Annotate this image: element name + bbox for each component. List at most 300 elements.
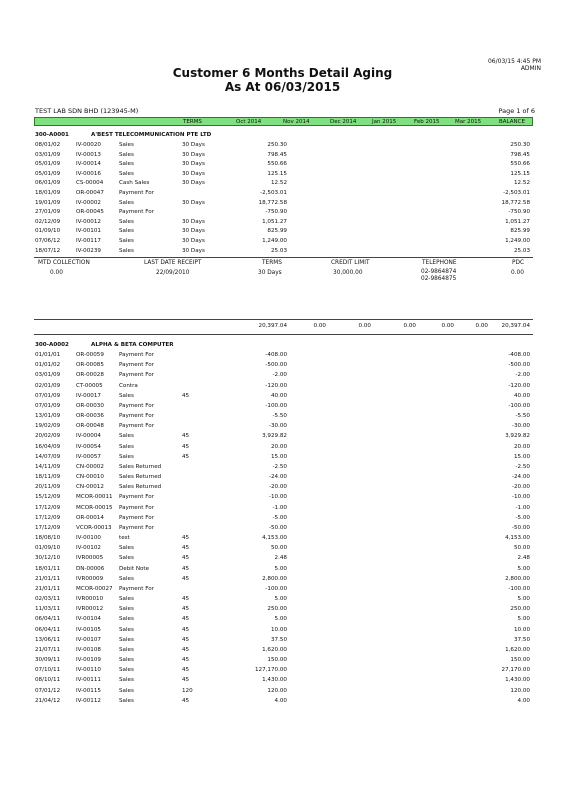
customer-name: A'BEST TELECOMMUNICATION PTE LTD [91, 132, 212, 138]
cell-oct: -2.50 [272, 463, 287, 470]
telephone-label: TELEPHONE [422, 260, 457, 266]
table-row [0, 179, 565, 188]
cell-description: Payment For [119, 423, 155, 430]
cell-balance: 2,800.00 [505, 575, 530, 582]
cell-oct: 4,153.00 [262, 535, 287, 542]
cell-balance: -24.00 [511, 474, 530, 481]
cell-description: Sales [119, 443, 134, 450]
report-subtitle: As At 06/03/2015 [224, 80, 341, 94]
cell-balance: -100.00 [508, 585, 530, 592]
cell-balance: -5.50 [515, 413, 530, 420]
cell-date: 17/12/09 [35, 524, 61, 531]
cell-doc-no: IV-00105 [76, 626, 101, 633]
cell-balance: 37.50 [513, 636, 530, 643]
table-row [0, 218, 565, 227]
cell-doc-no: IV-00117 [76, 238, 101, 244]
table-row [0, 676, 565, 685]
cell-doc-no: MCOR-00027 [76, 585, 113, 592]
col-balance: BALANCE [499, 119, 525, 125]
cell-terms: 45 [182, 545, 190, 552]
customer-header [35, 341, 530, 350]
cell-balance: 15.00 [513, 453, 530, 460]
cell-oct: 250.30 [267, 142, 287, 148]
cell-date: 02/12/09 [35, 218, 61, 225]
cell-balance: 12.52 [513, 180, 530, 187]
col-feb: Feb 2015 [414, 119, 440, 125]
cell-description: Sales [119, 555, 134, 562]
table-row [0, 697, 565, 706]
cell-oct: 3,929.82 [262, 433, 287, 440]
cell-doc-no: IV-00109 [76, 657, 101, 664]
cell-date: 06/01/09 [35, 180, 61, 187]
table-row [0, 646, 565, 655]
cell-description: test [119, 535, 130, 542]
cell-doc-no: IVR00010 [76, 596, 104, 603]
cell-terms: 45 [182, 616, 190, 623]
cell-date: 30/12/10 [35, 555, 61, 562]
cell-oct: -1.00 [272, 504, 287, 511]
cell-date: 27/01/09 [35, 209, 61, 216]
table-row [0, 151, 565, 160]
cell-doc-no: OR-00036 [76, 413, 104, 420]
cell-oct: 37.50 [270, 636, 287, 643]
table-row [0, 514, 565, 523]
cell-date: 01/09/10 [35, 228, 61, 235]
cell-date: 05/01/09 [35, 161, 61, 168]
cell-doc-no: IV-00110 [76, 667, 101, 674]
table-row [0, 208, 565, 217]
cell-description: Payment For [119, 413, 155, 420]
cell-doc-no: IV-00112 [76, 697, 101, 704]
table-row [0, 392, 565, 401]
table-row [0, 432, 565, 441]
cell-date: 05/01/09 [35, 170, 61, 177]
cell-oct: 5.00 [274, 596, 287, 603]
cell-balance: -408.00 [508, 352, 530, 358]
cell-oct: -5.00 [272, 514, 287, 521]
cell-balance: 5.00 [517, 596, 530, 603]
mtd-label: MTD COLLECTION [38, 260, 90, 266]
cell-balance: 250.30 [510, 142, 530, 148]
cell-oct: -100.00 [265, 585, 287, 592]
cell-doc-no: IVR00012 [76, 606, 104, 613]
cell-terms: 30 Days [182, 238, 205, 244]
cell-balance: 1,430.00 [505, 677, 530, 684]
cell-balance: 550.66 [510, 161, 530, 168]
customer-summary [34, 260, 533, 284]
cell-date: 20/02/09 [35, 433, 61, 440]
cell-oct: 2,800.00 [262, 575, 287, 582]
company-name: TEST LAB SDN BHD (123945-M) [35, 107, 139, 115]
cell-oct: 5.00 [274, 616, 287, 623]
cell-oct: 1,249.00 [262, 238, 287, 244]
cell-doc-no: IV-00111 [76, 677, 101, 684]
cell-terms: 120 [182, 687, 193, 694]
table-row [0, 524, 565, 533]
cell-terms: 45 [182, 697, 190, 704]
cell-description: Payment For [119, 494, 155, 501]
table-row [0, 422, 565, 431]
cell-terms: 30 Days [182, 180, 205, 187]
mtd-value: 0.00 [50, 270, 63, 276]
cell-terms: 45 [182, 453, 190, 460]
cell-doc-no: IV-00057 [76, 453, 101, 460]
cell-balance: -120.00 [508, 382, 530, 389]
col-jan: Jan 2015 [372, 119, 397, 125]
cell-terms: 45 [182, 636, 190, 643]
cell-date: 16/04/09 [35, 443, 61, 450]
cell-balance: -2.00 [515, 372, 530, 379]
total-mar: 0.00 [475, 323, 488, 329]
cell-date: 08/01/02 [35, 142, 61, 148]
cell-description: Cash Sales [119, 180, 150, 187]
table-row [0, 247, 565, 256]
cell-date: 07/10/11 [35, 667, 61, 674]
table-row [0, 473, 565, 482]
cell-date: 03/01/09 [35, 151, 61, 158]
cell-balance: -500.00 [508, 362, 530, 369]
cell-balance: -2.50 [515, 463, 530, 470]
table-row [0, 615, 565, 624]
total-feb: 0.00 [441, 323, 454, 329]
cell-balance: -10.00 [511, 494, 530, 501]
cell-description: Payment For [119, 209, 155, 216]
cell-date: 19/01/09 [35, 199, 61, 206]
cell-balance: -750.90 [508, 209, 530, 216]
cell-doc-no: IV-00102 [76, 545, 101, 552]
cell-description: Debit Note [119, 565, 150, 572]
cell-date: 18/07/12 [35, 247, 61, 254]
cell-doc-no: IV-00104 [76, 616, 101, 623]
cell-doc-no: IV-00239 [76, 247, 101, 254]
cell-date: 21/01/11 [35, 585, 61, 592]
cell-oct: 120.00 [267, 687, 287, 694]
cell-doc-no: IV-00108 [76, 646, 101, 653]
cell-date: 21/04/12 [35, 697, 61, 704]
cell-description: Sales [119, 161, 134, 168]
total-nov: 0.00 [313, 323, 326, 329]
cell-date: 06/04/11 [35, 626, 61, 633]
cell-doc-no: OR-00028 [76, 372, 104, 379]
customer-code: 300-A0001 [35, 132, 69, 138]
cell-description: Sales [119, 142, 134, 148]
cell-description: Contra [119, 382, 138, 389]
cell-description: Sales [119, 453, 134, 460]
cell-oct: 825.99 [267, 228, 287, 235]
cell-description: Payment For [119, 362, 155, 369]
cell-description: Sales [119, 667, 134, 674]
company-row [35, 107, 535, 116]
table-row [0, 493, 565, 502]
cell-description: Sales [119, 697, 134, 704]
table-row [0, 227, 565, 236]
cell-terms: 45 [182, 677, 190, 684]
cell-oct: 1,051.27 [262, 218, 287, 225]
cell-terms: 30 Days [182, 142, 205, 148]
cell-description: Sales [119, 626, 134, 633]
cell-balance: -20.00 [511, 484, 530, 491]
cell-terms: 30 Days [182, 151, 205, 158]
cell-terms: 30 Days [182, 228, 205, 235]
cell-oct: 20.00 [270, 443, 287, 450]
cell-doc-no: IV-00107 [76, 636, 101, 643]
terms-value: 30 Days [258, 270, 282, 276]
cell-description: Sales [119, 575, 134, 582]
cell-terms: 45 [182, 657, 190, 664]
cell-description: Sales [119, 218, 134, 225]
cell-description: Sales [119, 199, 134, 206]
cell-terms: 45 [182, 443, 190, 450]
cell-doc-no: OR-00030 [76, 402, 104, 409]
cell-date: 06/04/11 [35, 616, 61, 623]
cell-description: Sales [119, 646, 134, 653]
cell-description: Payment For [119, 402, 155, 409]
cell-balance: 10.00 [513, 626, 530, 633]
last-receipt-label: LAST DATE RECEIPT [144, 260, 202, 266]
cell-doc-no: CT-00005 [76, 382, 103, 389]
cell-balance: 5.00 [517, 565, 530, 572]
cell-terms: 45 [182, 575, 190, 582]
cell-date: 08/10/11 [35, 677, 61, 684]
cell-balance: -50.00 [511, 524, 530, 531]
cell-oct: -408.00 [265, 352, 287, 358]
cell-doc-no: IVR00009 [76, 575, 104, 582]
cell-date: 13/01/09 [35, 413, 61, 420]
cell-date: 30/09/11 [35, 657, 61, 664]
cell-date: 13/06/11 [35, 636, 61, 643]
table-row [0, 453, 565, 462]
cell-doc-no: OR-00045 [76, 209, 104, 216]
cell-date: 18/08/10 [35, 535, 61, 542]
table-row [0, 575, 565, 584]
cell-balance: -1.00 [515, 504, 530, 511]
cell-oct: 15.00 [270, 453, 287, 460]
cell-oct: -100.00 [265, 402, 287, 409]
total-oct: 20,397.04 [258, 323, 287, 329]
cell-doc-no: CS-00004 [76, 180, 104, 187]
cell-oct: -10.00 [268, 494, 287, 501]
cell-doc-no: OR-00048 [76, 423, 104, 430]
cell-terms: 45 [182, 433, 190, 440]
cell-description: Sales [119, 677, 134, 684]
cell-date: 01/09/10 [35, 545, 61, 552]
cell-terms: 30 Days [182, 161, 205, 168]
cell-doc-no: IV-00017 [76, 392, 101, 399]
column-header-bar [34, 117, 533, 126]
cell-date: 17/12/09 [35, 514, 61, 521]
cell-doc-no: IV-00012 [76, 218, 101, 225]
cell-balance: 3,929.82 [505, 433, 530, 440]
cell-terms: 30 Days [182, 218, 205, 225]
cell-terms: 30 Days [182, 247, 205, 254]
cell-balance: 250.00 [510, 606, 530, 613]
table-row [0, 687, 565, 696]
totals-bottom-line [34, 334, 533, 335]
cell-description: Payment For [119, 585, 155, 592]
cell-description: Sales [119, 545, 134, 552]
table-row [0, 199, 565, 208]
cell-oct: 25.03 [270, 247, 287, 254]
cell-doc-no: OR-00014 [76, 514, 104, 521]
table-row [0, 189, 565, 198]
cell-date: 07/01/09 [35, 392, 61, 399]
cell-date: 21/07/11 [35, 646, 61, 653]
cell-balance: 40.00 [513, 392, 530, 399]
table-row [0, 412, 565, 421]
cell-description: Sales [119, 392, 134, 399]
cell-terms: 45 [182, 626, 190, 633]
cell-oct: 150.00 [267, 657, 287, 664]
table-row [0, 554, 565, 563]
table-row [0, 656, 565, 665]
credit-limit-value: 30,000.00 [333, 270, 363, 276]
table-row [0, 666, 565, 675]
cell-oct: 18,772.58 [258, 199, 287, 206]
table-row [0, 595, 565, 604]
cell-doc-no: IV-00054 [76, 443, 101, 450]
cell-date: 01/01/02 [35, 362, 61, 369]
cell-oct: 4.00 [274, 697, 287, 704]
cell-date: 07/01/09 [35, 402, 61, 409]
cell-doc-no: MCOR-00011 [76, 494, 113, 501]
cell-date: 18/01/11 [35, 565, 61, 572]
cell-doc-no: IV-00101 [76, 228, 101, 235]
table-row [0, 504, 565, 513]
cell-description: Sales Returned [119, 484, 162, 491]
cell-date: 14/11/09 [35, 463, 61, 470]
cell-terms: 45 [182, 392, 190, 399]
total-balance: 20,397.04 [501, 323, 530, 329]
cell-doc-no: IV-00014 [76, 161, 101, 168]
cell-oct: 5.00 [274, 565, 287, 572]
table-row [0, 605, 565, 614]
cell-balance: 50.00 [513, 545, 530, 552]
cell-terms: 30 Days [182, 170, 205, 177]
cell-description: Payment For [119, 524, 155, 531]
cell-balance: 20.00 [513, 443, 530, 450]
table-row [0, 382, 565, 391]
table-row [0, 483, 565, 492]
cell-oct: 10.00 [270, 626, 287, 633]
cell-description: Sales [119, 596, 134, 603]
cell-balance: 25.03 [513, 247, 530, 254]
cell-doc-no: CN-00012 [76, 484, 104, 491]
cell-description: Sales Returned [119, 474, 162, 481]
cell-oct: -24.00 [268, 474, 287, 481]
telephone-1: 02-9864874 [421, 269, 457, 275]
cell-date: 07/06/12 [35, 238, 61, 244]
cell-oct: -20.00 [268, 484, 287, 491]
pdc-value: 0.00 [511, 270, 524, 276]
cell-date: 20/11/09 [35, 484, 61, 491]
table-row [0, 237, 565, 246]
table-row [0, 160, 565, 169]
cell-description: Sales [119, 228, 134, 235]
cell-oct: 798.45 [267, 151, 287, 158]
cell-doc-no: VCOR-00013 [76, 524, 112, 531]
cell-description: Sales [119, 636, 134, 643]
cell-description: Sales [119, 687, 134, 694]
cell-description: Sales [119, 247, 134, 254]
cell-balance: 2.48 [517, 555, 530, 562]
cell-doc-no: IV-00002 [76, 199, 101, 206]
pdc-label: PDC [512, 260, 525, 266]
cell-doc-no: IV-00100 [76, 535, 101, 542]
cell-oct: 127,170.00 [254, 667, 287, 674]
cell-terms: 45 [182, 596, 190, 603]
cell-description: Sales Returned [119, 463, 162, 470]
cell-balance: 150.00 [510, 657, 530, 664]
cell-description: Sales [119, 170, 134, 177]
report-title-block [0, 66, 565, 94]
cell-doc-no: IV-00016 [76, 170, 101, 177]
cell-doc-no: IV-00020 [76, 142, 101, 148]
table-row [0, 463, 565, 472]
cell-balance: 1,249.00 [505, 238, 530, 244]
cell-balance: -30.00 [511, 423, 530, 430]
summary-divider [34, 257, 533, 258]
cell-balance: 120.00 [510, 687, 530, 694]
cell-doc-no: IV-00115 [76, 687, 101, 694]
cell-oct: 40.00 [270, 392, 287, 399]
cell-terms: 45 [182, 646, 190, 653]
customer-totals [0, 322, 565, 331]
cell-description: Sales [119, 616, 134, 623]
cell-date: 02/03/11 [35, 596, 61, 603]
cell-terms: 45 [182, 606, 190, 613]
cell-description: Payment For [119, 190, 155, 196]
cell-terms: 45 [182, 565, 190, 572]
cell-description: Sales [119, 657, 134, 664]
col-dec: Dec 2014 [330, 119, 357, 125]
cell-doc-no: MCOR-00015 [76, 504, 113, 511]
cell-description: Sales [119, 433, 134, 440]
cell-doc-no: CN-00002 [76, 463, 104, 470]
customer-header [35, 131, 530, 140]
cell-terms: 30 Days [182, 199, 205, 206]
cell-date: 17/12/09 [35, 504, 61, 511]
cell-description: Sales [119, 606, 134, 613]
table-row [0, 351, 565, 360]
credit-limit-label: CREDIT LIMIT [331, 260, 370, 266]
cell-oct: -120.00 [265, 382, 287, 389]
cell-oct: -30.00 [268, 423, 287, 430]
cell-oct: 50.00 [270, 545, 287, 552]
table-row [0, 443, 565, 452]
cell-balance: 5.00 [517, 616, 530, 623]
cell-oct: 2.48 [274, 555, 287, 562]
cell-oct: -50.00 [268, 524, 287, 531]
cell-oct: -2,503.01 [260, 190, 287, 196]
table-row [0, 565, 565, 574]
cell-balance: -100.00 [508, 402, 530, 409]
totals-top-line [34, 319, 533, 320]
table-row [0, 361, 565, 370]
cell-description: Sales [119, 238, 134, 244]
cell-oct: 12.52 [270, 180, 287, 187]
table-row [0, 534, 565, 543]
table-row [0, 371, 565, 380]
cell-doc-no: DN-00006 [76, 565, 105, 572]
table-row [0, 585, 565, 594]
cell-balance: 4,153.00 [505, 535, 530, 542]
cell-doc-no: OR-00085 [76, 362, 104, 369]
cell-oct: -500.00 [265, 362, 287, 369]
print-user: ADMIN [520, 65, 541, 72]
last-receipt-value: 22/09/2010 [156, 270, 190, 276]
cell-balance: -2,503.01 [503, 190, 530, 196]
cell-balance: 825.99 [510, 228, 530, 235]
